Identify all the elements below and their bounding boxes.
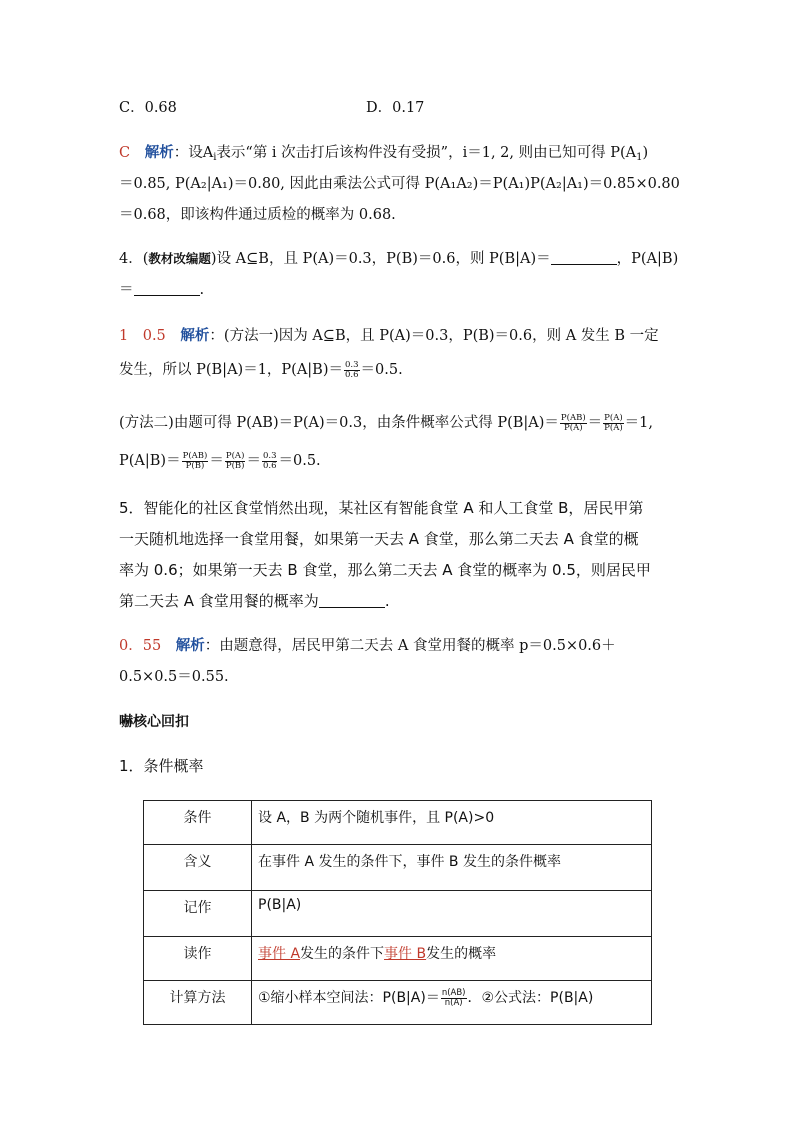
q4-m2-a: (方法二)由题可得 P(AB)＝P(A)＝0.3，由条件概率公式得 P(B|A)＝ [119,415,559,431]
option-d: D．0.17 [366,100,425,116]
q4-method-2-line-2: P(A|B)＝ $\frac{P(AB)}{P(B)}$ ＝ $\frac{P(A)}{P(B)}$ ＝ $\frac{0.3}{0.6}$ ＝0.5. [119,450,321,471]
fraction: $\frac{P(AB)}{P(A)}$ [560,412,586,433]
table-value: P(B|A) [252,891,652,937]
q4-solution-line-1 [119,325,659,347]
table-value: 事件 A发生的条件下事件 B发生的概率 [252,937,652,981]
q5-period: . [384,592,390,610]
answer-blank [551,250,617,265]
q4-line-1 [119,248,678,270]
q4-text: )设 A⊆B，且 P(A)＝0.3，P(B)＝0.6，则 P(B|A)＝ [210,251,551,267]
q4-solution-line-2 [119,359,403,381]
q3-solution-line-3: ＝0.68，即该构件通过质检的概率为 0.68. [119,207,396,223]
answer-blank [319,593,385,608]
table-key: 含义 [144,845,252,891]
q3-sol-text: ：设A [173,145,214,161]
q3-solution-line-2: ＝0.85, P(A₂|A₁)＝0.80, 因此由乘法公式可得 P(A₁A₂)＝P(A₁)P(A₂|A₁)＝0.85×0.80 [119,176,680,192]
highlight-event-a: 事件 A [258,946,301,962]
q3-sol-end: ) [642,145,649,161]
q4-sol-1: ：(方法一)因为 A⊆B，且 P(A)＝0.3，P(B)＝0.6，则 A 发生 B 一定 [209,328,659,344]
section-subtitle: 1．条件概率 [119,757,204,775]
table-row [144,937,652,981]
solution-label: 解析 [180,327,210,344]
table-row [144,981,652,1025]
table-key: 记作 [144,891,252,937]
option-c: C．0.68 [119,100,177,116]
q4-m2-b: ＝1, [624,415,654,431]
q3-solution-line-1: C 解析：设$A_i$表示“第 i 次击打后该构件没有受损”，i＝1, 2, 则由已知可得 $P(A_1)$ [119,144,649,163]
q4-m3-b: ＝0.5. [278,453,321,469]
table-row [144,801,652,845]
q4-line-2 [119,279,204,301]
q4-m3-a: P(A|B)＝ [119,453,181,469]
q5-answer: 0．55 [119,638,162,654]
conditional-probability-table [143,800,652,1025]
q3-sub: i [213,152,217,163]
table-key: 条件 [144,801,252,845]
q5-solution-line-2: 0.5×0.5＝0.55. [119,669,229,685]
q5-solution-line-1 [119,635,616,657]
fraction: $\frac{0.3}{0.6}$ [262,450,277,471]
q4-sol-2b: ＝0.5. [360,362,403,378]
q5-text: 第二天去 A 食堂用餐的概率为 [119,592,319,610]
highlight-event-b: 事件 B [384,946,427,962]
q3-answer: C [119,145,131,161]
q5-line-4 [119,590,390,612]
table-value: 在事件 A 发生的条件下，事件 B 发生的条件概率 [252,845,652,891]
table-row [144,891,652,937]
q4-answer: 1 0.5 [119,328,166,344]
fraction: $\frac{n(AB)}{n(A)}$ [441,987,466,1008]
q5-line-2: 一天随机地选择一食堂用餐，如果第一天去 A 食堂，那么第二天去 A 食堂的概 [119,530,639,548]
answer-blank [134,281,200,296]
fraction: $\frac{P(A)}{P(A)}$ [604,412,623,433]
fraction: $\frac{P(AB)}{P(B)}$ [182,450,208,471]
q4-method-2-line-1: (方法二)由题可得 P(AB)＝P(A)＝0.3，由条件概率公式得 P(B|A)＝ $\frac{P(AB)}{P(A)}$ ＝ $\frac{P(A)}{P(A)}$ ＝1, [119,412,654,433]
q4-tag: 教材改编题 [148,251,211,266]
solution-label: 解析 [175,637,205,654]
table-value: ①缩小样本空间法：P(B|A)＝ $\frac{n(AB)}{n(A)}$ ．②公式法：P(B|A) [252,981,652,1025]
q4-period: . [199,282,205,298]
q3-sol-rest: 表示“第 i 次击打后该构件没有受损”，i＝1, 2, 则由已知可得 P(A [216,145,637,161]
q4-text-end: ，P(A|B) [616,251,679,267]
fraction: $\frac{P(A)}{P(B)}$ [225,450,245,471]
q4-number: 4．( [119,251,149,267]
q4-sol-2a: 发生，所以 P(B|A)＝1，P(A|B)＝ [119,362,343,378]
table-key: 读作 [144,937,252,981]
table-value: 设 A，B 为两个随机事件，且 P(A)>0 [252,801,652,845]
q5-line-3: 率为 0.6；如果第一天去 B 食堂，那么第二天去 A 食堂的概率为 0.5，则居民甲 [119,561,651,579]
q5-sol-1: ：由题意得，居民甲第二天去 A 食堂用餐的概率 p＝0.5×0.6＋ [204,638,616,654]
solution-label: 解析 [144,144,174,161]
table-key: 计算方法 [144,981,252,1025]
q4-eq: ＝ [119,282,134,298]
fraction: $\frac{0.3}{0.6}$ [345,359,359,380]
q5-line-1: 5．智能化的社区食堂悄然出现，某社区有智能食堂 A 和人工食堂 B，居民甲第 [119,499,644,517]
section-title: 嚇核心回扣 [119,714,189,730]
table-row [144,845,652,891]
